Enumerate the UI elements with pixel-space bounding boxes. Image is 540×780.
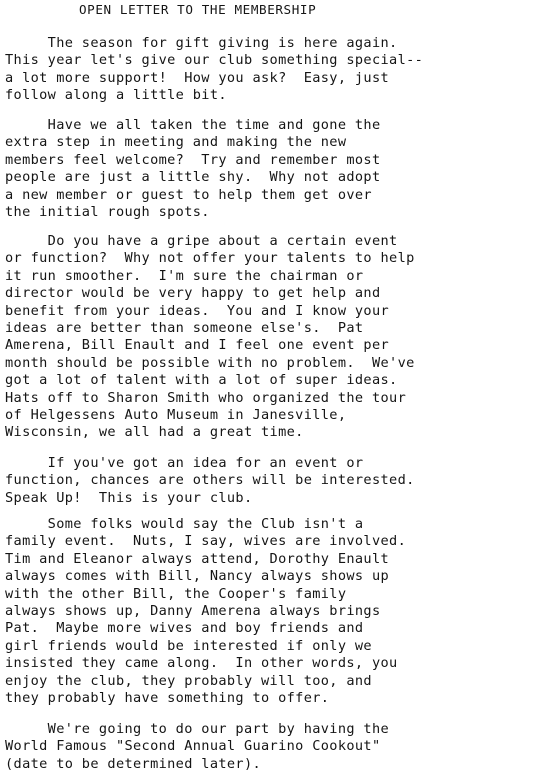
text-line: director would be very happy to get help and	[5, 285, 381, 302]
text-line: enjoy the club, they probably will too, and	[5, 672, 372, 689]
paragraph-cookout	[5, 721, 540, 773]
text-line: This year let's give our club something special--	[5, 52, 424, 69]
text-line: function, chances are others will be interested.	[5, 472, 415, 489]
text-line: the initial rough spots.	[5, 203, 210, 220]
text-line: always comes with Bill, Nancy always shows up	[5, 568, 390, 585]
text-line: Wisconsin, we all had a great time.	[5, 424, 304, 441]
text-line: family event. Nuts, I say, wives are involved.	[5, 533, 407, 550]
text-line: If you've got an idea for an event or	[5, 455, 364, 471]
text-line: Hats off to Sharon Smith who organized the tour	[5, 389, 407, 406]
paragraph-family-event	[5, 516, 540, 707]
text-line: got a lot of talent with a lot of super ideas.	[5, 372, 398, 389]
text-line: of Helgessens Auto Museum in Janesville,	[5, 406, 347, 423]
text-line: always shows up, Danny Amerena always brings	[5, 602, 381, 619]
paragraph-speak-up	[5, 455, 540, 507]
text-line: Have we all taken the time and gone the	[5, 117, 381, 133]
text-line: or function? Why not offer your talents to help	[5, 250, 415, 267]
text-line: benefit from your ideas. You and I know your	[5, 302, 390, 319]
paragraph-gripe	[5, 233, 540, 442]
text-line: Some folks would say the Club isn't a	[5, 516, 364, 532]
text-line: ideas are better than someone else's. Pat	[5, 319, 364, 336]
text-line: (date to be determined later).	[5, 755, 262, 772]
text-line: it run smoother. I'm sure the chairman or	[5, 267, 364, 284]
text-line: members feel welcome? Try and remember most	[5, 151, 381, 168]
text-line: with the other Bill, the Cooper's family	[5, 585, 347, 602]
text-line: World Famous "Second Annual Guarino Cookout"	[5, 738, 381, 755]
text-line: Amerena, Bill Enault and I feel one event per	[5, 337, 390, 354]
letter-title: OPEN LETTER TO THE MEMBERSHIP	[79, 2, 317, 17]
paragraph-welcome	[5, 117, 540, 221]
text-line: insisted they came along. In other words, you	[5, 655, 398, 672]
text-line: Do you have a gripe about a certain event	[5, 233, 398, 249]
text-line: Pat. Maybe more wives and boy friends and	[5, 620, 364, 637]
text-line: people are just a little shy. Why not adopt	[5, 169, 381, 186]
text-line: We're going to do our part by having the	[5, 721, 390, 737]
text-line: Tim and Eleanor always attend, Dorothy Enault	[5, 550, 390, 567]
text-line: The season for gift giving is here again.	[5, 35, 398, 51]
text-line: a lot more support! How you ask? Easy, just	[5, 69, 390, 86]
text-line: month should be possible with no problem. We've	[5, 354, 415, 371]
text-line: a new member or guest to help them get over	[5, 186, 372, 203]
text-line: follow along a little bit.	[5, 87, 227, 104]
text-line: they probably have something to offer.	[5, 689, 330, 706]
paragraph-gift-giving	[5, 35, 540, 105]
text-line: extra step in meeting and making the new	[5, 134, 347, 151]
text-line: Speak Up! This is your club.	[5, 489, 253, 506]
text-line: girl friends would be interested if only we	[5, 637, 372, 654]
